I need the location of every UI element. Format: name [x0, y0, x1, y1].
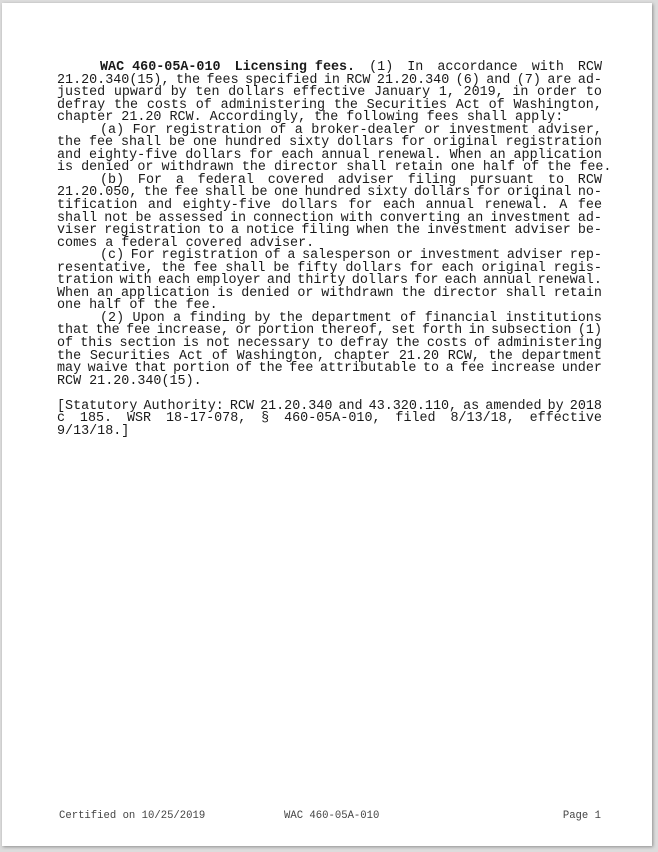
text-line: resentative, the fee shall be fifty dollars for each original regis-	[57, 260, 602, 276]
text-line: defray the costs of administering the Securities Act of Washington,	[57, 97, 602, 113]
text-line: that the fee increase, or portion thereof, set forth in subsection (1)	[57, 323, 602, 339]
statutory-authority-line: 9/13/18.]	[57, 423, 130, 439]
text-line: the Securities Act of Washington, chapter 21.20 RCW, the department	[57, 348, 602, 364]
section-title: Licensing fees.	[234, 60, 356, 75]
text-line: tration with each employer and thirty dollars for each annual renewal.	[57, 273, 602, 289]
statutory-authority-line: c 185. WSR 18-17-078, § 460-05A-010, filed 8/13/18, effective	[57, 411, 602, 427]
text-line: (a) For registration of a broker-dealer or investment adviser,	[100, 122, 602, 138]
certified-date: Certified on 10/25/2019	[59, 810, 206, 822]
section-number: WAC 460-05A-010	[100, 60, 221, 75]
text-line: one half of the fee.	[57, 298, 218, 314]
text-line: and eighty-five dollars for each annual renewal. When an application	[57, 147, 602, 163]
text-line: comes a federal covered adviser.	[57, 235, 315, 251]
footer-section-number: WAC 460-05A-010	[284, 810, 380, 822]
document-page	[2, 3, 652, 846]
text-line: justed upward by ten dollars effective January 1, 2019, in order to	[57, 85, 602, 101]
text-line: shall not be assessed in connection with converting an investment ad-	[57, 210, 602, 226]
text-line: of this section is not necessary to defray the costs of administering	[57, 336, 602, 352]
text-line: the fee shall be one hundred sixty dollars for original registration	[57, 135, 602, 151]
text-line: chapter 21.20 RCW. Accordingly, the following fees shall apply:	[57, 110, 564, 126]
page-number: Page 1	[562, 810, 601, 822]
document-body	[57, 60, 612, 439]
text-line: (2) Upon a finding by the department of financial institutions	[100, 310, 602, 326]
text-line: is denied or withdrawn the director shall retain one half of the fee.	[57, 160, 612, 176]
text-line: RCW 21.20.340(15).	[57, 373, 202, 389]
text-line: WAC 460-05A-010 Licensing fees. (1) In accordance with RCW	[100, 60, 602, 75]
text-line: 21.20.050, the fee shall be one hundred sixty dollars for original no-	[57, 185, 602, 201]
text-line: When an application is denied or withdrawn the director shall retain	[57, 285, 602, 301]
text-line: viser registration to a notice filing when the investment adviser be-	[57, 223, 602, 239]
text-line: may waive that portion of the fee attributable to a fee increase under	[57, 361, 602, 377]
text-line: tification and eighty-five dollars for each annual renewal. A fee	[57, 198, 602, 214]
text-line: (c) For registration of a salesperson or investment adviser rep-	[100, 248, 602, 264]
text-line: 21.20.340(15), the fees specified in RCW 21.20.340 (6) and (7) are ad-	[57, 72, 602, 88]
text-line: (b) For a federal covered adviser filing pursuant to RCW	[100, 172, 602, 188]
statutory-authority-line: [Statutory Authority: RCW 21.20.340 and 43.320.110, as amended by 2018	[57, 398, 602, 414]
